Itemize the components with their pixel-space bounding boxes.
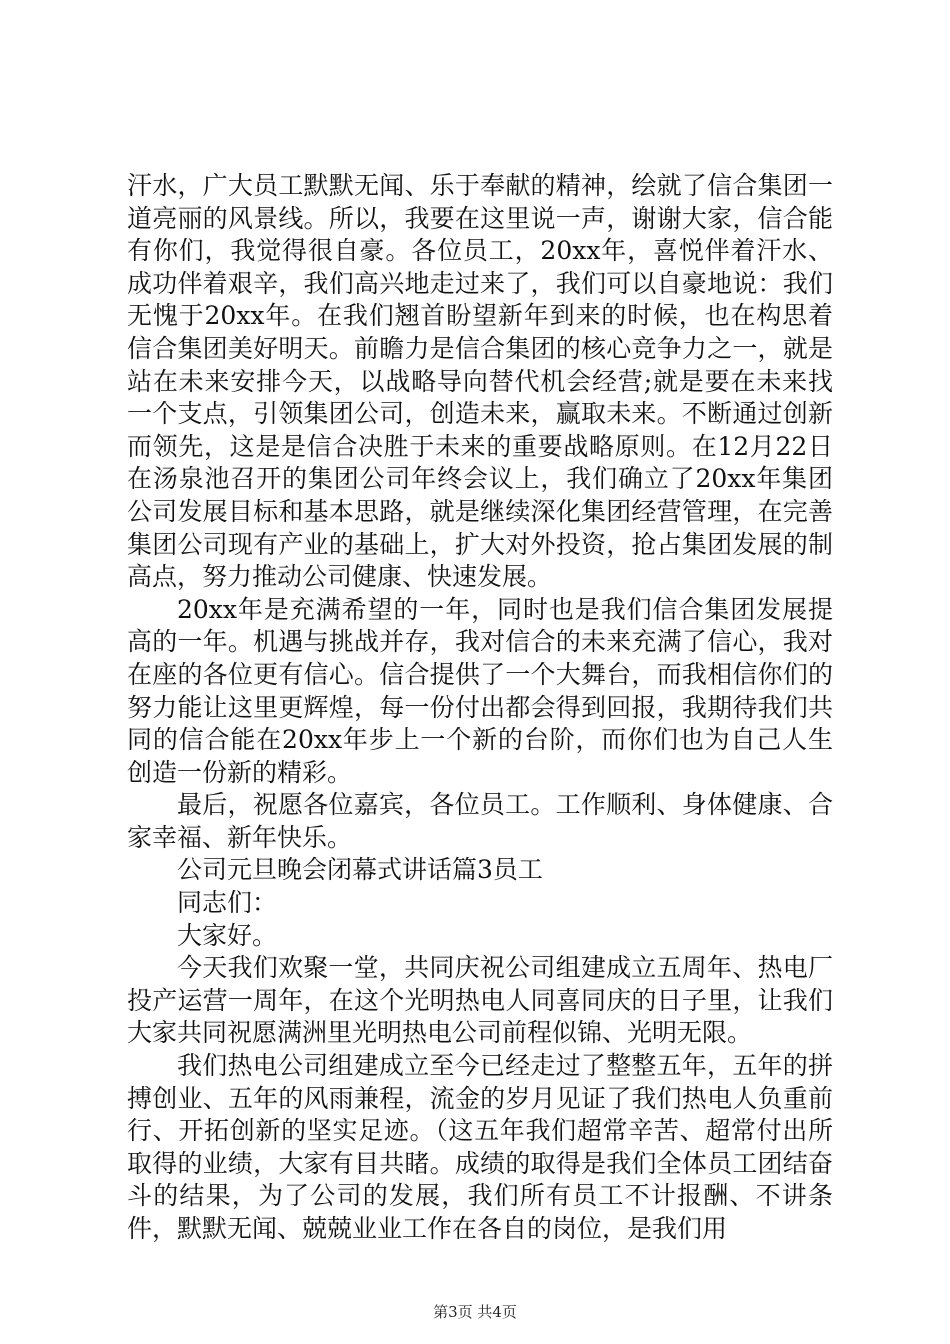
paragraph-five-years: 我们热电公司组建成立至今已经走过了整整五年，五年的拼搏创业、五年的风雨兼程，流金的岁月见证了我们热电人负重前行、开拓创新的坚实足迹。（这五年我们超常辛苦、超常付出所取得的业绩，大家有目共睹。成绩的取得是我们全体员工团结奋斗的结果，为了公司的发展，我们所有员工不计报酬、不讲条件，默默无闻、兢兢业业工作在各自的岗位，是我们用	[127, 1051, 833, 1243]
paragraph-celebration: 今天我们欢聚一堂，共同庆祝公司组建成立五周年、热电厂投产运营一周年，在这个光明热电人同喜同庆的日子里，让我们大家共同祝愿满洲里光明热电公司前程似锦、光明无限。	[127, 953, 833, 1048]
section-heading: 公司元旦晚会闭幕式讲话篇3员工	[177, 855, 543, 885]
page-number-footer: 第3页 共4页	[433, 1303, 517, 1321]
document-body	[127, 170, 833, 1246]
paragraph-continuation: 汗水，广大员工默默无闻、乐于奉献的精神，绘就了信合集团一道亮丽的风景线。所以，我要在这里说一声，谢谢大家，信合能有你们，我觉得很自豪。各位员工，20xx年，喜悦伴着汗水、成功伴着艰辛，我们高兴地走过来了，我们可以自豪地说：我们无愧于20xx年。在我们翘首盼望新年到来的时候，也在构思着信合集团美好明天。前瞻力是信合集团的核心竞争力之一，就是站在未来安排今天，以战略导向替代机会经营;就是要在未来找一个支点，引领集团公司，创造未来，赢取未来。不断通过创新而领先，这是是信合决胜于未来的重要战略原则。在12月22日在汤泉池召开的集团公司年终会议上，我们确立了20xx年集团公司发展目标和基本思路，就是继续深化集团经营管理，在完善集团公司现有产业的基础上，扩大对外投资，抢占集团发展的制高点，努力推动公司健康、快速发展。	[127, 171, 833, 592]
salutation: 同志们：	[177, 888, 278, 918]
paragraph-closing-wishes: 最后，祝愿各位嘉宾，各位员工。工作顺利、身体健康、合家幸福、新年快乐。	[127, 790, 833, 852]
paragraph-outlook: 20xx年是充满希望的一年，同时也是我们信合集团发展提高的一年。机遇与挑战并存，我对信合的未来充满了信心，我对在座的各位更有信心。信合提供了一个大舞台，而我相信你们的努力能让这里更辉煌，每一份付出都会得到回报，我期待我们共同的信合能在20xx年步上一个新的台阶，而你们也为自己人生创造一份新的精彩。	[127, 594, 833, 787]
greeting: 大家好。	[177, 920, 278, 950]
